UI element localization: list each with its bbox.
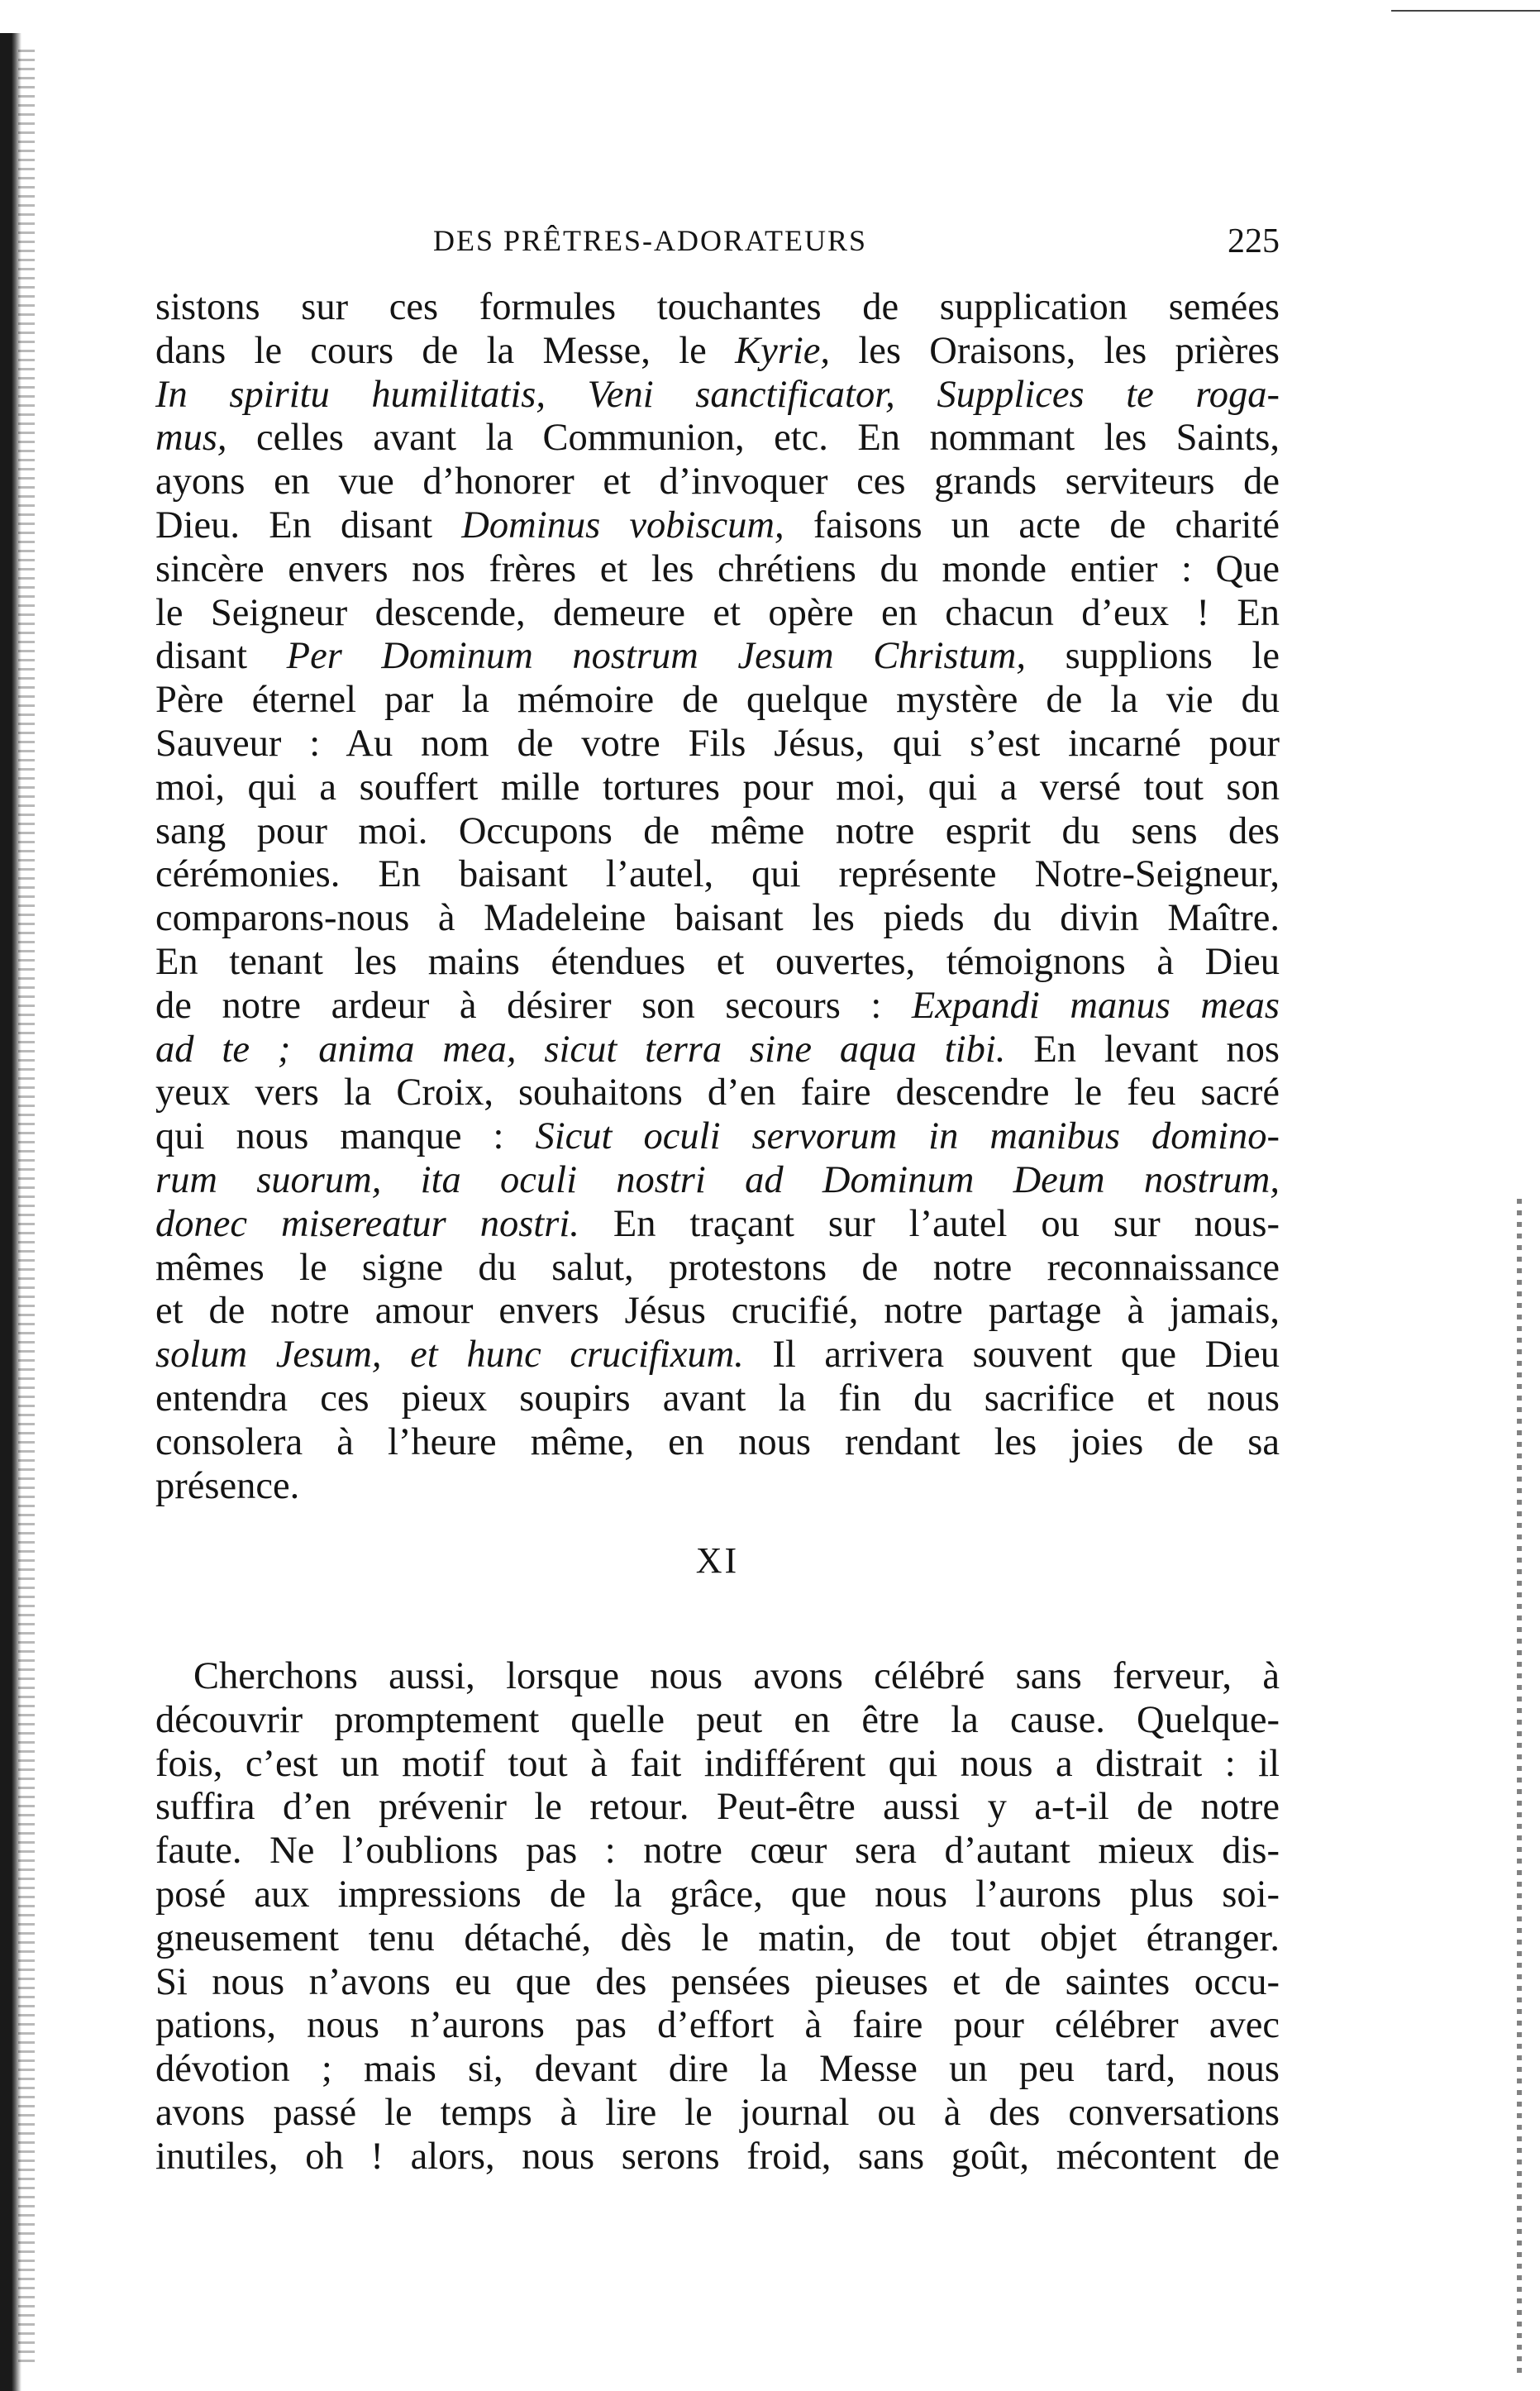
italic-text: donec misereatur nostri. xyxy=(155,1202,579,1245)
scan-top-rule xyxy=(1391,10,1540,12)
text-line xyxy=(155,679,1280,723)
text-segment: gneusement tenu détaché, dès le matin, de tout objet étranger. xyxy=(155,1916,1280,1959)
text-line xyxy=(155,2136,1280,2179)
italic-text: Dominus vobiscum, xyxy=(461,503,784,546)
text-segment: présence. xyxy=(155,1464,300,1507)
text-segment: Il arrivera souvent que Dieu xyxy=(743,1334,1280,1377)
text-line xyxy=(155,417,1280,461)
text-segment: Père éternel par la mémoire de quelque mystère de la vie du xyxy=(155,679,1280,722)
text-segment: celles avant la Communion, etc. En nommant les Saints, xyxy=(226,417,1280,460)
italic-text: Expandi manus meas xyxy=(911,984,1280,1027)
text-line xyxy=(155,1465,1280,1509)
italic-text: Per Dominum nostrum Jesum Christum, xyxy=(286,635,1026,678)
text-segment: En traçant sur l’autel ou sur nous- xyxy=(579,1202,1280,1245)
text-segment: disant xyxy=(155,635,287,678)
running-title: DES PRÊTRES-ADORATEURS xyxy=(433,224,868,257)
text-segment: cérémonies. En baisant l’autel, qui représente Notre-Seigneur, xyxy=(155,853,1280,896)
text-segment: supplions le xyxy=(1025,635,1280,678)
text-segment: comparons-nous à Madeleine baisant les pieds du divin Maître. xyxy=(155,897,1280,940)
text-segment: Si nous n’avons eu que des pensées pieuses et de saintes occu- xyxy=(155,1960,1280,2003)
paragraph-1 xyxy=(155,286,1280,1508)
running-head xyxy=(155,223,1280,273)
text-line xyxy=(155,286,1280,330)
text-line xyxy=(155,1159,1280,1203)
text-line xyxy=(155,1743,1280,1787)
text-line xyxy=(155,548,1280,592)
text-line xyxy=(155,1421,1280,1465)
text-segment: Sauveur : Au nom de votre Fils Jésus, qui s’est incarné pour xyxy=(155,722,1280,765)
text-line xyxy=(155,1334,1280,1377)
text-segment: En levant nos xyxy=(1005,1028,1280,1071)
text-segment: sistons sur ces formules touchantes de supplication semées xyxy=(155,286,1280,328)
text-segment: les Oraisons, les prières xyxy=(830,329,1280,372)
text-segment: le Seigneur descende, demeure et opère en chacun d’eux ! En xyxy=(155,591,1280,634)
text-segment: inutiles, oh ! alors, nous serons froid, sans goût, mécontent de xyxy=(155,2135,1280,2178)
text-segment: avons passé le temps à lire le journal ou à des conversations xyxy=(155,2091,1280,2134)
text-line xyxy=(155,461,1280,504)
page-number: 225 xyxy=(1228,222,1280,260)
text-line xyxy=(155,985,1280,1028)
text-line xyxy=(155,635,1280,679)
text-segment: entendra ces pieux soupirs avant la fin du sacrifice et nous xyxy=(155,1377,1280,1420)
text-line xyxy=(155,1699,1280,1743)
text-line xyxy=(155,1377,1280,1421)
text-line xyxy=(155,2048,1280,2092)
text-segment: suffira d’en prévenir le retour. Peut-être aussi y a-t-il de notre xyxy=(155,1786,1280,1829)
text-line xyxy=(155,1786,1280,1830)
text-line xyxy=(155,592,1280,636)
text-line xyxy=(155,810,1280,854)
text-line xyxy=(155,1071,1280,1115)
text-segment: moi, qui a souffert mille tortures pour moi, qui a versé tout son xyxy=(155,766,1280,809)
text-line xyxy=(155,374,1280,418)
text-line xyxy=(155,1247,1280,1291)
italic-text: solum Jesum, et hunc crucifixum. xyxy=(155,1334,744,1377)
text-segment: Dieu. En disant xyxy=(155,503,462,546)
text-line xyxy=(155,1961,1280,2005)
text-line xyxy=(155,330,1280,374)
text-line xyxy=(155,1917,1280,1961)
text-segment: découvrir promptement quelle peut en être la cause. Quelque- xyxy=(155,1698,1280,1741)
text-line xyxy=(155,766,1280,810)
text-line xyxy=(155,723,1280,766)
text-segment: pations, nous n’aurons pas d’effort à faire pour célébrer avec xyxy=(155,2004,1280,2047)
text-line xyxy=(155,897,1280,941)
text-segment: et de notre amour envers Jésus crucifié, notre partage à jamais, xyxy=(155,1290,1280,1333)
italic-text: ad te ; anima mea, sicut terra sine aqua tibi. xyxy=(155,1028,1006,1071)
text-segment: ayons en vue d’honorer et d’invoquer ces grands serviteurs de xyxy=(155,461,1280,503)
text-segment: sincère envers nos frères et les chrétiens du monde entier : Que xyxy=(155,547,1280,590)
text-line xyxy=(155,1830,1280,1873)
text-segment: En tenant les mains étendues et ouvertes, témoignons à Dieu xyxy=(155,940,1280,983)
paragraph-2 xyxy=(155,1655,1280,2179)
text-segment: mêmes le signe du salut, protestons de notre reconnaissance xyxy=(155,1246,1280,1289)
text-line xyxy=(155,853,1280,897)
text-segment: de notre ardeur à désirer son secours : xyxy=(155,984,912,1027)
text-segment: dévotion ; mais si, devant dire la Messe un peu tard, nous xyxy=(155,2048,1280,2091)
text-segment: posé aux impressions de la grâce, que nous l’aurons plus soi- xyxy=(155,1873,1280,1916)
section-heading: XI xyxy=(695,1540,740,1581)
scan-edge-right xyxy=(1517,1199,1522,2373)
text-line xyxy=(155,1290,1280,1334)
text-segment: consolera à l’heure même, en nous rendant les joies de sa xyxy=(155,1420,1280,1463)
italic-text: Kyrie, xyxy=(735,329,831,372)
text-segment: faute. Ne l’oublions pas : notre cœur sera d’autant mieux dis- xyxy=(155,1830,1280,1873)
text-line xyxy=(155,1873,1280,1917)
italic-text: rum suorum, ita oculi nostri ad Dominum Deum nostrum, xyxy=(155,1158,1280,1201)
text-line xyxy=(155,2092,1280,2136)
text-segment: yeux vers la Croix, souhaitons d’en faire descendre le feu sacré xyxy=(155,1071,1280,1114)
text-line xyxy=(155,2004,1280,2048)
text-line xyxy=(155,1655,1280,1699)
text-segment: fois, c’est un motif tout à fait indifférent qui nous a distrait : il xyxy=(155,1742,1280,1785)
italic-text: Sicut oculi servorum in manibus domino- xyxy=(535,1115,1280,1158)
text-line xyxy=(155,941,1280,985)
italic-text: mus, xyxy=(155,417,227,460)
text-segment: dans le cours de la Messe, le xyxy=(155,329,736,372)
text-line xyxy=(155,1203,1280,1247)
scan-edge-speckle xyxy=(18,50,35,2365)
text-line xyxy=(155,504,1280,548)
text-segment: qui nous manque : xyxy=(155,1115,536,1158)
text-segment: faisons un acte de charité xyxy=(784,503,1280,546)
italic-text: In spiritu humilitatis, Veni sanctificator, Supplices te roga- xyxy=(155,373,1280,416)
text-segment: Cherchons aussi, lorsque nous avons célébré sans ferveur, à xyxy=(193,1655,1280,1697)
text-line xyxy=(155,1115,1280,1159)
text-line xyxy=(155,1028,1280,1072)
text-segment: sang pour moi. Occupons de même notre esprit du sens des xyxy=(155,809,1280,852)
